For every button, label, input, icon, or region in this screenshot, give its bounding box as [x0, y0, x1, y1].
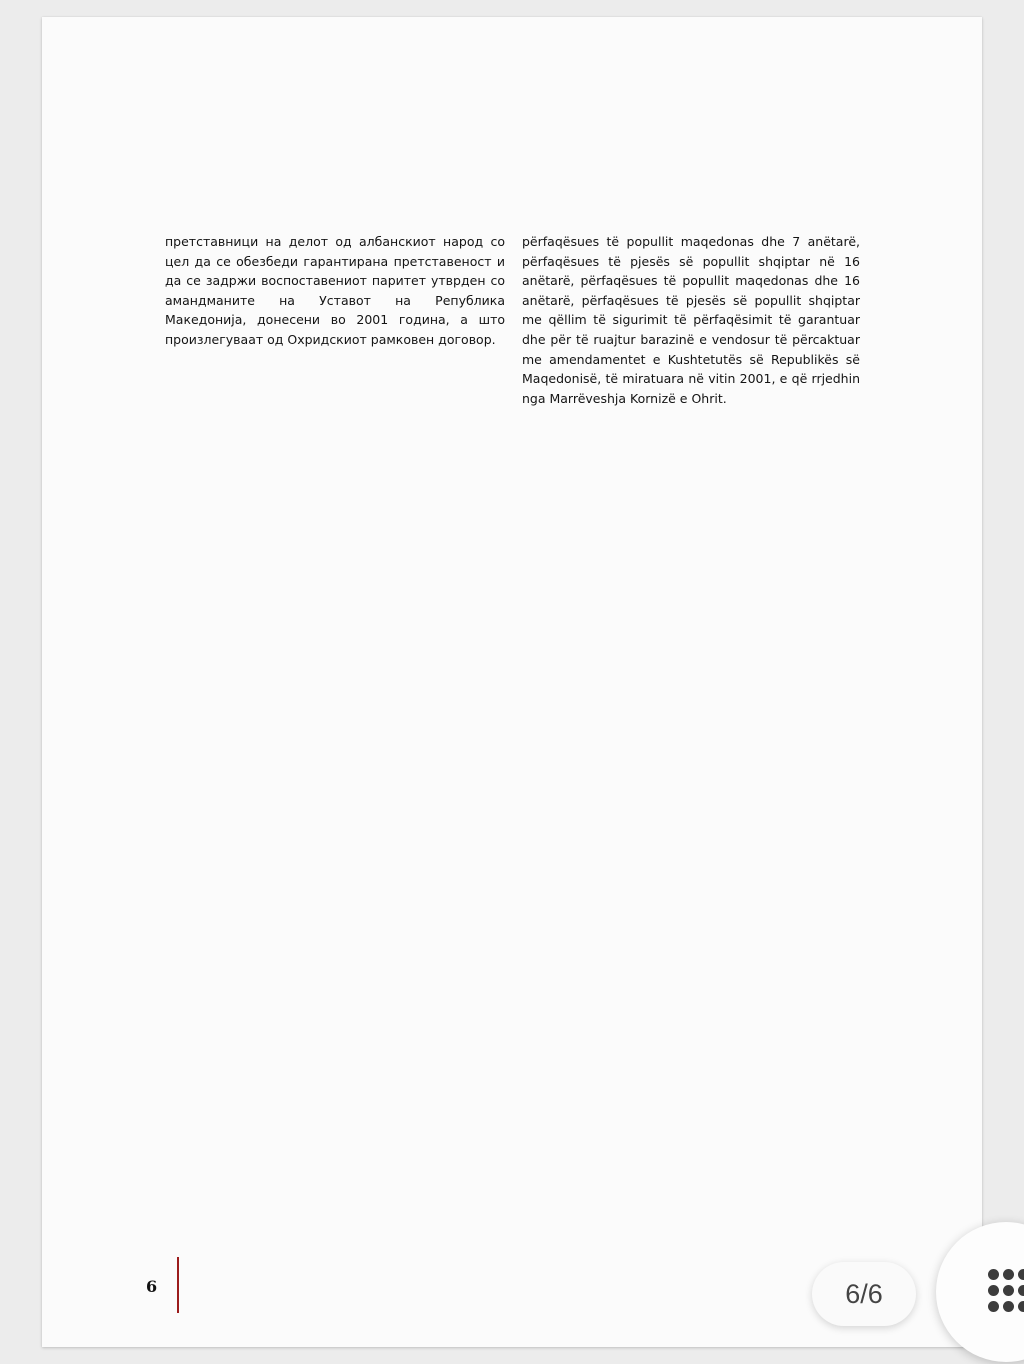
left-column-text: [165, 232, 505, 350]
page-indicator[interactable]: 6/6: [812, 1262, 916, 1326]
page-number: 6: [146, 1277, 158, 1296]
paragraph-macedonian: претставници на делот од албанскиот народ со цел да се обезбеди гарантирана претставеност и да се задржи воспоставениот паритет утврден со амандманите на Уставот на Република Македонија, донесени во 2001 година, а што произлегуваат од Охридскиот рамковен договор.: [165, 234, 505, 347]
page-number-divider: [177, 1257, 179, 1313]
right-column-text: [522, 232, 860, 408]
grid-icon: [988, 1269, 1024, 1313]
document-page: [42, 17, 982, 1347]
paragraph-albanian: përfaqësues të popullit maqedonas dhe 7 anëtarë, përfaqësues të pjesës së popullit shqiptar në 16 anëtarë, përfaqësues të popullit maqedonas dhe 16 anëtarë, përfaqësues të pjesës së popullit shqiptar me qëllim të sigurimit të përfaqësimit të garantuar dhe për të ruajtur barazinë e vendosur të përcaktuar me amendamentet e Kushtetutës së Republikës së Maqedonisë, të miratuara në vitin 2001, e që rrjedhin nga Marrëveshja Kornizë e Ohrit.: [522, 234, 860, 406]
